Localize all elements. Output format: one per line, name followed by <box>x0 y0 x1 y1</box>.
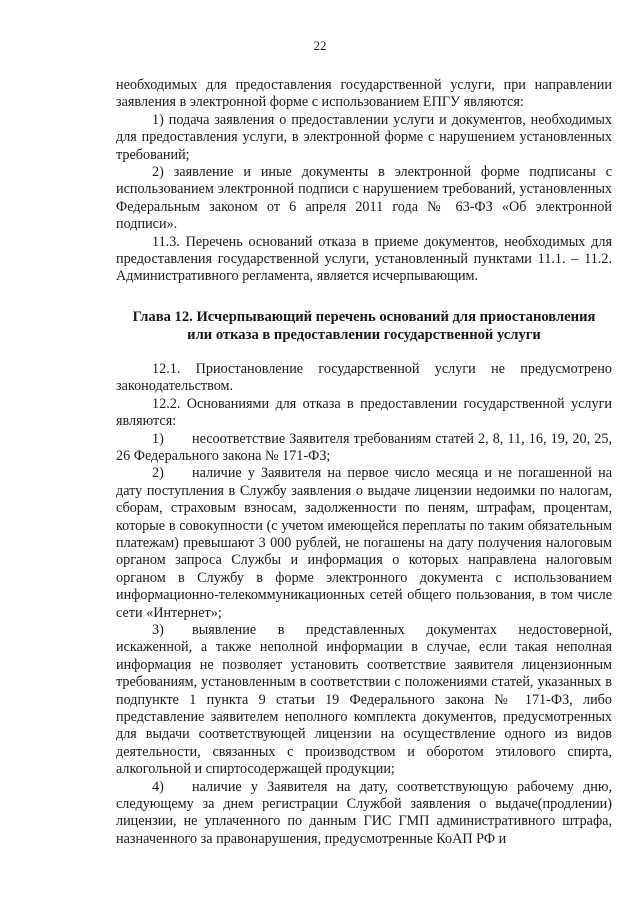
list-item-text: выявление в представленных документах недостоверной, искаженной, а также неполной информации в случае, если такая неполная информация не позволяет установить соответствие заявителя лицензионным требованиям, установленным в соответствии с положениями статей, указанных в подпункте 1 пункта 9 статьи 19 Федерального закона № 171-ФЗ, либо представление заявителем неполного комплекта документов, предусмотренных для выдачи соответствующей лицензии на осуществление одного из видов деятельности, связанных с производством и оборотом этилового спирта, алкогольной и спиртосодержащей продукции; <box>116 621 612 778</box>
paragraph-11-3: 11.3. Перечень оснований отказа в приеме документов, необходимых для предоставления государственной услуги, установленный пунктами 11.1. – 11.2. Административного регламента, является исчерпывающим. <box>116 233 612 285</box>
paragraph-continuation: необходимых для предоставления государственной услуги, при направлении заявления в электронной форме с использованием ЕПГУ являются: <box>116 77 612 111</box>
paragraph-12-2: 12.2. Основаниями для отказа в предоставлении государственной услуги являются: <box>116 395 612 430</box>
paragraph-item-1: 1) подача заявления о предоставлении услуги и документов, необходимых для предоставления услуги, в электронной форме с нарушением установленных требований; <box>116 111 612 163</box>
list-item <box>116 779 612 849</box>
list-item-number: 2) <box>152 465 164 482</box>
list-item <box>116 431 612 466</box>
paragraph-item-2: 2) заявление и иные документы в электронной форме подписаны с использованием электронной подписи с нарушением требований, установленных Федеральным законом от 6 апреля 2011 года № 63-ФЗ «Об электронной подписи». <box>116 164 612 233</box>
list-item-number: 1) <box>152 430 164 447</box>
list-item <box>116 622 612 779</box>
list-item-text: наличие у Заявителя на первое число месяца и не погашенной на дату поступления в Службу заявления о выдаче лицензии недоимки по налогам, сборам, страховым взносам, задолженности по пеням, штрафам, процентам, которые в совокупности (с учетом имеющейся переплаты по таким обязательным платежам) превышают 3 000 рублей, не погашены на дату получения налоговым органом запроса Службы и информация о которых направлена налоговым органом в Службу в форме электронного документа с использованием информационно-телекоммуникационных сетей общего пользования, в том числе сети «Интернет»; <box>116 465 612 621</box>
chapter-heading-line-2: или отказа в предоставлении государственной услуги <box>187 326 541 343</box>
list-item-number: 4) <box>152 778 164 795</box>
list-item-text: несоответствие Заявителя требованиям статей 2, 8, 11, 16, 19, 20, 25, 26 Федерального закона № 171-ФЗ; <box>116 430 612 464</box>
list-item <box>116 465 612 622</box>
chapter-heading <box>116 308 612 344</box>
paragraph-12-1: 12.1. Приостановление государственной услуги не предусмотрено законодательством. <box>116 360 612 395</box>
chapter-heading-line-1: Глава 12. Исчерпывающий перечень оснований для приостановления <box>132 308 596 325</box>
list-item-number: 3) <box>152 621 164 638</box>
list-item-text: наличие у Заявителя на дату, соответствующую рабочему дню, следующему за днем регистрации Службой заявления о выдаче(продлении) лицензии, не уплаченного по данным ГИС ГМП административного штрафа, назначенного за правонарушения, предусмотренные КоАП РФ и <box>116 778 612 847</box>
document-body <box>116 77 612 848</box>
page-number: 22 <box>313 38 327 53</box>
